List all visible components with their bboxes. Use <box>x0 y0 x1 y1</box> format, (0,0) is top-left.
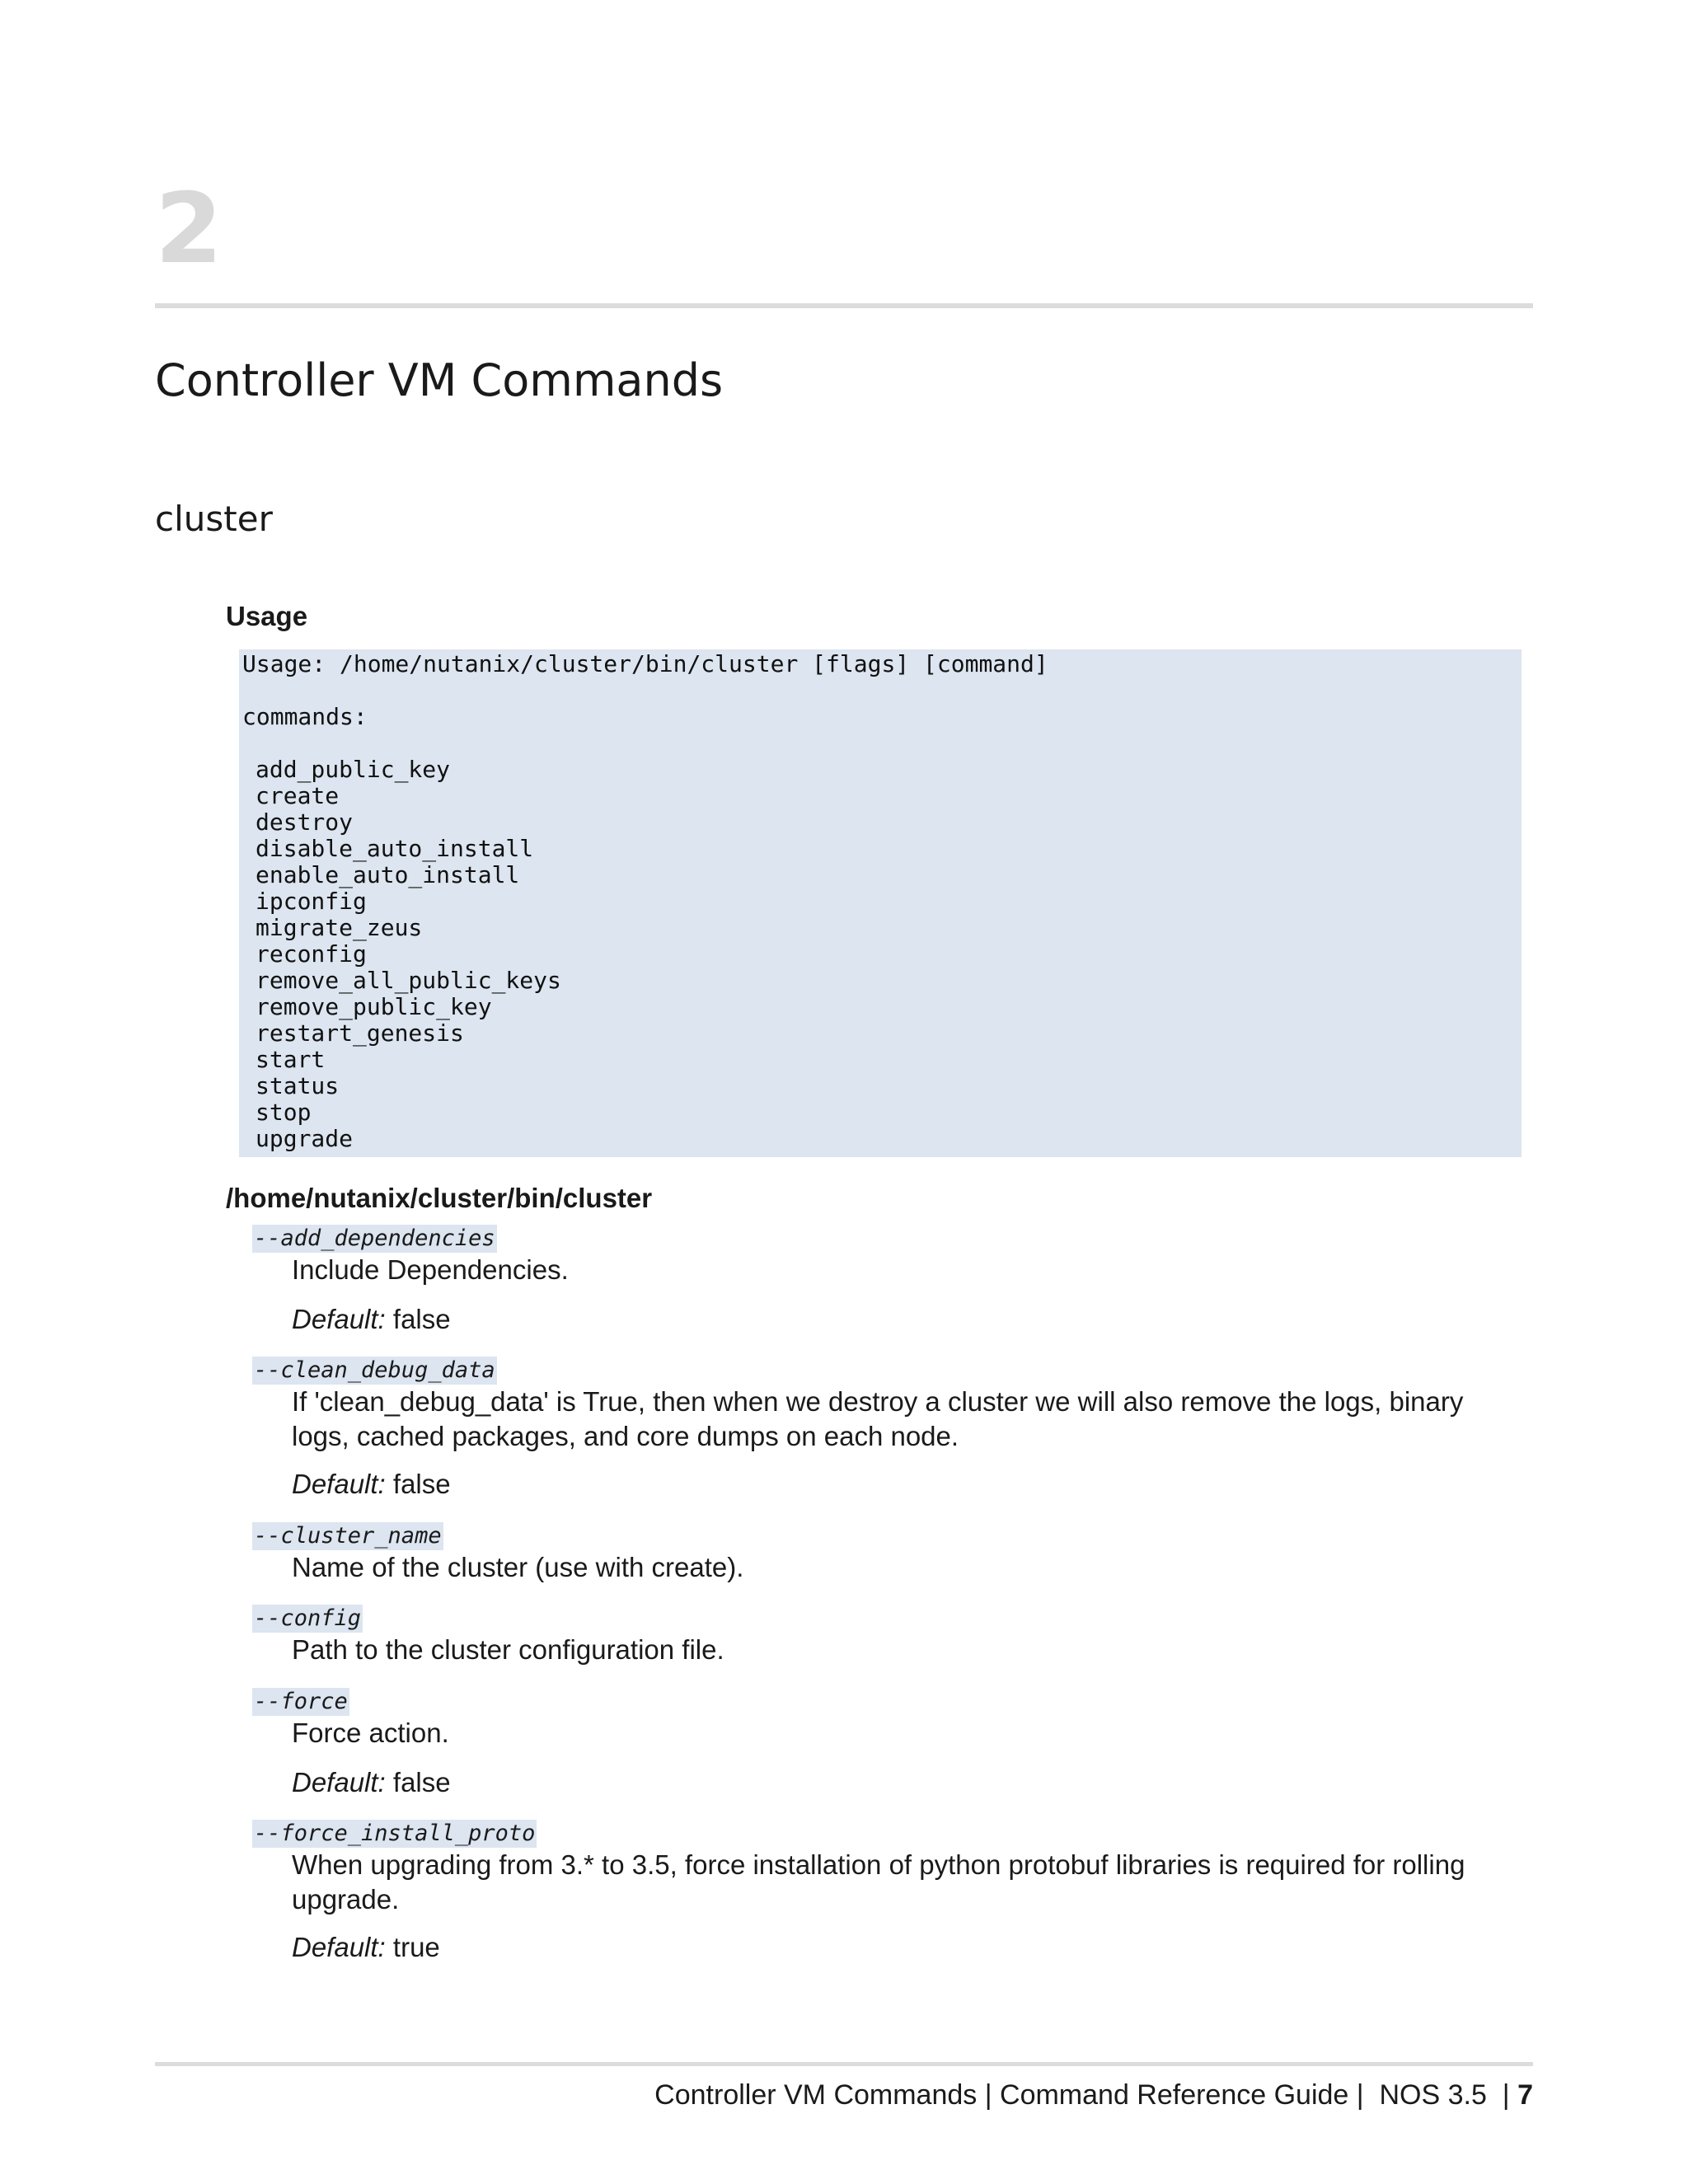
flag-name: --force_install_proto <box>254 1821 536 1846</box>
footer-text: Controller VM Commands | Command Reference Guide | NOS 3.5 | <box>654 2079 1518 2111</box>
section-title: cluster <box>155 499 273 539</box>
footer-divider <box>155 2062 1533 2066</box>
flag-description-line: upgrade. <box>292 1884 400 1915</box>
command-line: restart_genesis <box>256 1019 464 1047</box>
chapter-title: Controller VM Commands <box>155 354 724 406</box>
code-line: Usage: /home/nutanix/cluster/bin/cluster [flags] [command] <box>242 650 1048 677</box>
flag-name: --force <box>254 1689 348 1714</box>
command-line: start <box>256 1046 326 1073</box>
flag-default <box>292 1765 451 1800</box>
default-label: Default: <box>292 1304 386 1334</box>
command-line: migrate_zeus <box>256 914 423 941</box>
command-line: remove_public_key <box>256 993 492 1020</box>
chapter-number: 2 <box>155 171 223 285</box>
default-value: false <box>392 1469 451 1499</box>
flag-default <box>292 1467 451 1502</box>
command-line: destroy <box>256 808 354 836</box>
command-line: status <box>256 1072 340 1099</box>
chapter-divider <box>155 303 1533 308</box>
flag-description-line: Force action. <box>292 1718 449 1748</box>
command-line: stop <box>256 1099 312 1126</box>
default-label: Default: <box>292 1932 386 1962</box>
flag-name: --add_dependencies <box>254 1226 495 1251</box>
default-value: false <box>392 1767 451 1797</box>
flag-default <box>292 1302 451 1337</box>
flag-description <box>292 1848 1495 1917</box>
command-line: create <box>256 782 340 809</box>
flags-path-heading: /home/nutanix/cluster/bin/cluster <box>226 1183 653 1213</box>
code-line-blank <box>242 730 1522 757</box>
code-line-blank <box>242 677 1522 704</box>
flag-description <box>292 1385 1495 1454</box>
command-line: upgrade <box>256 1125 354 1152</box>
command-line: add_public_key <box>256 756 451 783</box>
flag-name: --cluster_name <box>254 1523 442 1549</box>
command-line: enable_auto_install <box>256 861 520 888</box>
flag-description <box>292 1550 1495 1585</box>
code-line: commands: <box>242 703 368 730</box>
flag-description <box>292 1633 1495 1667</box>
flag-description-line: Path to the cluster configuration file. <box>292 1634 724 1665</box>
command-line: disable_auto_install <box>256 835 534 862</box>
flag-default <box>292 1930 440 1965</box>
usage-heading: Usage <box>226 601 308 631</box>
flag-description-line: logs, cached packages, and core dumps on each node. <box>292 1421 959 1451</box>
default-label: Default: <box>292 1469 386 1499</box>
page-footer <box>654 2079 1533 2112</box>
command-line: ipconfig <box>256 888 367 915</box>
flag-description-line: Include Dependencies. <box>292 1254 569 1285</box>
page-number: 7 <box>1517 2079 1533 2111</box>
default-value: false <box>392 1304 451 1334</box>
flag-description-line: Name of the cluster (use with create). <box>292 1552 744 1582</box>
command-line: remove_all_public_keys <box>256 967 561 994</box>
flag-name: --clean_debug_data <box>254 1357 495 1383</box>
command-line: reconfig <box>256 940 367 968</box>
default-value: true <box>392 1932 440 1962</box>
flag-description-line: When upgrading from 3.* to 3.5, force installation of python protobuf libraries is required for rolling <box>292 1849 1465 1880</box>
flag-description <box>292 1716 1495 1750</box>
flag-name: --config <box>254 1605 362 1631</box>
usage-code-block <box>239 649 1522 1157</box>
flag-description-line: If 'clean_debug_data' is True, then when we destroy a cluster we will also remove the logs, binary <box>292 1386 1464 1417</box>
flag-description <box>292 1253 1495 1287</box>
default-label: Default: <box>292 1767 386 1797</box>
